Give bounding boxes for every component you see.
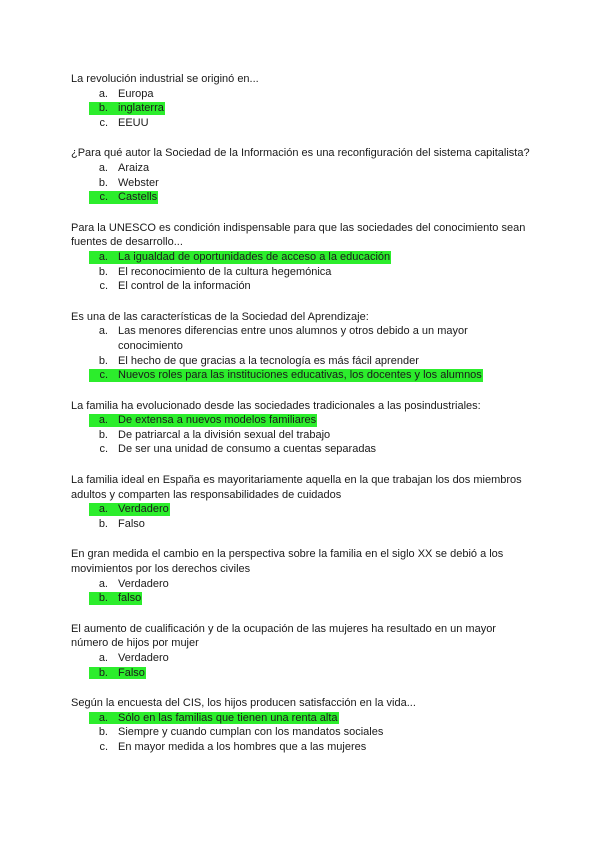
option-letter: c. (99, 191, 108, 204)
option-text: El control de la información (118, 280, 251, 293)
option-correct (71, 190, 531, 205)
option (71, 428, 531, 443)
option (71, 442, 531, 457)
option-gap (108, 116, 118, 131)
option-text: Araiza (118, 161, 150, 174)
option-gap (108, 413, 118, 428)
option-correct (71, 591, 531, 606)
option-letter: b. (98, 354, 108, 367)
option-letter: b. (98, 517, 108, 530)
option-correct (71, 368, 531, 383)
option-letter: c. (99, 443, 108, 456)
question-text: La familia ha evolucionado desde las sociedades tradicionales a las posindustriales: (71, 399, 481, 412)
option-letter: c. (99, 740, 108, 753)
option-letter: b. (98, 176, 108, 189)
option-text: La igualdad de oportunidades de acceso a la educación (118, 250, 391, 263)
question-text: El aumento de cualificación y de la ocupación de las mujeres ha resultado en un mayor número de hijos por mujer (71, 622, 496, 650)
option-correct (71, 101, 531, 116)
option-text: De patriarcal a la división sexual del trabajo (118, 428, 331, 441)
option (71, 116, 531, 131)
option-gap (108, 324, 118, 353)
question-block (71, 72, 531, 130)
option-letter: b. (98, 592, 108, 605)
option-gap (108, 176, 118, 191)
option-gap (108, 517, 118, 532)
option-text: Las menores diferencias entre unos alumnos y otros debido a un mayor conocimiento (118, 325, 468, 352)
question-text: ¿Para qué autor la Sociedad de la Información es una reconfiguración del sistema capitalista? (71, 147, 530, 160)
option-correct (71, 250, 531, 265)
option-letter: a. (98, 161, 108, 174)
question-block (71, 310, 531, 383)
option (71, 725, 531, 740)
option-text: Siempre y cuando cumplan con los mandatos sociales (118, 726, 384, 739)
option-gap (108, 725, 118, 740)
option-gap (108, 265, 118, 280)
option-gap (108, 651, 118, 666)
option-gap (108, 87, 118, 102)
option-text: De extensa a nuevos modelos familiares (118, 414, 317, 427)
options-list (71, 711, 531, 755)
option (71, 87, 531, 102)
option-gap (108, 354, 118, 369)
option (71, 324, 531, 353)
question-block (71, 399, 531, 457)
option-gap (108, 711, 118, 726)
options-list (71, 250, 531, 294)
option (71, 265, 531, 280)
option (71, 740, 531, 755)
question-block (71, 473, 531, 531)
option-gap (108, 666, 118, 681)
option-text: De ser una unidad de consumo a cuentas separadas (118, 443, 377, 456)
question-text: Es una de las características de la Sociedad del Aprendizaje: (71, 310, 369, 323)
option-text: Webster (118, 176, 159, 189)
options-list (71, 161, 531, 205)
options-list (71, 324, 531, 382)
option-letter: b. (98, 666, 108, 679)
option-text: inglaterra (118, 102, 164, 115)
option-letter: a. (98, 325, 108, 338)
option-gap (108, 502, 118, 517)
option-gap (108, 442, 118, 457)
option-letter: a. (98, 652, 108, 664)
option-letter: c. (99, 116, 108, 129)
option-letter: a. (98, 250, 108, 263)
question-text: En gran medida el cambio en la perspectiva sobre la familia en el siglo XX se debió a los movimientos por los derechos civiles (71, 548, 504, 576)
option-gap (108, 428, 118, 443)
option-text: Verdadero (118, 503, 169, 516)
option-letter: a. (98, 87, 108, 100)
option-gap (108, 279, 118, 294)
option-letter: a. (98, 414, 108, 427)
option-text: El hecho de que gracias a la tecnología es más fácil aprender (118, 354, 419, 367)
question-text: La revolución industrial se originó en... (71, 73, 259, 85)
question-text: Según la encuesta del CIS, los hijos producen satisfacción en la vida... (71, 697, 416, 710)
options-list (71, 87, 531, 131)
option (71, 517, 531, 532)
option-text: Falso (118, 666, 145, 679)
option-text: El reconocimiento de la cultura hegemónica (118, 265, 332, 278)
option-gap (108, 250, 118, 265)
option-letter: b. (98, 102, 108, 115)
question-block (71, 221, 531, 294)
option-text: Verdadero (118, 577, 169, 590)
option-gap (108, 161, 118, 176)
option (71, 176, 531, 191)
option (71, 577, 531, 592)
option-text: EEUU (118, 116, 149, 129)
option-text: Sólo en las familias que tienen una renta alta (118, 711, 338, 724)
option-letter: a. (98, 577, 108, 590)
option-letter: a. (98, 711, 108, 724)
option-letter: b. (98, 265, 108, 278)
option (71, 279, 531, 294)
option-gap (108, 190, 118, 205)
option-text: Nuevos roles para las instituciones educativas, los docentes y los alumnos (118, 369, 482, 382)
option (71, 161, 531, 176)
option (71, 651, 531, 666)
option-correct (71, 502, 531, 517)
option-gap (108, 591, 118, 606)
option-text: En mayor medida a los hombres que a las mujeres (118, 740, 367, 753)
option-text: Falso (118, 517, 145, 530)
option-text: Europa (118, 87, 154, 100)
option-letter: a. (98, 503, 108, 516)
option-letter: b. (98, 726, 108, 739)
question-text: Para la UNESCO es condición indispensable para que las sociedades del conocimiento sean fuentes de desarrollo... (71, 221, 526, 249)
option-letter: c. (99, 369, 108, 382)
option-gap (108, 740, 118, 755)
option-gap (108, 368, 118, 383)
option-text: Castells (118, 191, 158, 204)
option-text: falso (118, 592, 142, 605)
options-list (71, 577, 531, 606)
options-list (71, 502, 531, 531)
options-list (71, 413, 531, 457)
option-correct (71, 413, 531, 428)
option-gap (108, 577, 118, 592)
option-text: Verdadero (118, 652, 169, 664)
question-block (71, 696, 531, 754)
option-letter: c. (99, 280, 108, 293)
options-list (71, 651, 531, 680)
quiz-document (71, 72, 531, 771)
option-correct (71, 711, 531, 726)
question-block (71, 146, 531, 204)
option (71, 354, 531, 369)
option-correct (71, 666, 531, 681)
question-block (71, 547, 531, 605)
question-block (71, 622, 531, 680)
question-text: La familia ideal en España es mayoritariamente aquella en la que trabajan los dos miembros adultos y comparten las responsabilidades de cuidados (71, 474, 522, 501)
option-gap (108, 101, 118, 116)
option-letter: b. (98, 428, 108, 441)
